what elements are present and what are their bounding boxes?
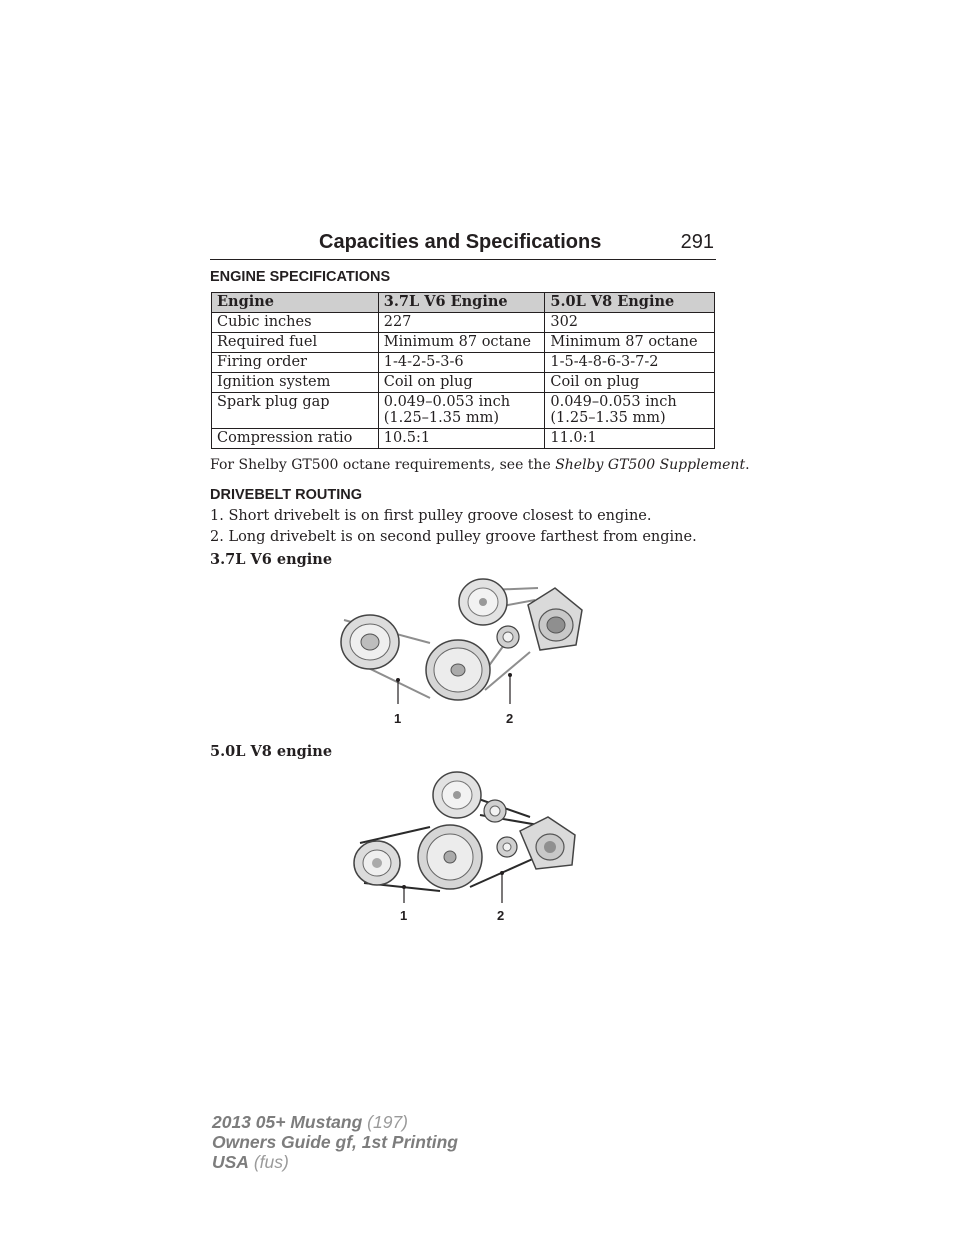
table-cell: 0.049–0.053 inch (1.25–1.35 mm) — [378, 393, 545, 429]
table-cell: 227 — [378, 313, 545, 333]
tensioner-icon — [528, 588, 582, 650]
engine-specifications-table — [211, 292, 715, 449]
callout-1: 1 — [394, 711, 402, 726]
v6-drivebelt-diagram — [330, 570, 600, 730]
engine-specifications-heading: ENGINE SPECIFICATIONS — [210, 269, 391, 285]
crank-pulley-icon — [341, 615, 399, 669]
shelby-note-period: . — [745, 457, 750, 473]
table-row — [212, 373, 715, 393]
table-cell: Firing order — [212, 353, 379, 373]
footer-guide: Owners Guide gf, 1st Printing — [212, 1132, 458, 1152]
top-pulley-icon — [459, 579, 507, 625]
footer-line-1 — [212, 1112, 458, 1132]
lower-pulley-icon — [426, 640, 490, 700]
v6-engine-label: 3.7L V6 engine — [210, 551, 333, 568]
idler-pulley-icon — [497, 626, 519, 648]
table-row — [212, 429, 715, 449]
table-cell: Minimum 87 octane — [378, 333, 545, 353]
footer-line-2 — [212, 1132, 458, 1152]
lower-pulley-icon — [418, 825, 482, 889]
drivebelt-routing-heading: DRIVEBELT ROUTING — [210, 487, 362, 503]
table-cell: 10.5:1 — [378, 429, 545, 449]
footer-market: USA — [212, 1152, 249, 1172]
idler-pulley-icon — [484, 800, 506, 822]
table-cell: Required fuel — [212, 333, 379, 353]
drivebelt-item-2: 2. Long drivebelt is on second pulley groove farthest from engine. — [210, 529, 697, 545]
page-header — [210, 229, 716, 260]
v8-engine-label: 5.0L V8 engine — [210, 743, 333, 760]
page-title: Capacities and Specifications — [319, 231, 602, 253]
table-cell: Coil on plug — [378, 373, 545, 393]
crank-pulley-icon — [354, 841, 400, 885]
table-row — [212, 353, 715, 373]
table-cell: Cubic inches — [212, 313, 379, 333]
table-header-row — [212, 293, 715, 313]
v8-drivebelt-diagram — [340, 765, 590, 925]
table-cell: Minimum 87 octane — [545, 333, 715, 353]
table-cell: 11.0:1 — [545, 429, 715, 449]
shelby-note — [210, 456, 750, 474]
callout-1: 1 — [400, 908, 408, 923]
table-row — [212, 333, 715, 353]
page-footer — [212, 1112, 458, 1172]
column-header-v6: 3.7L V6 Engine — [378, 293, 545, 313]
column-header-v8: 5.0L V8 Engine — [545, 293, 715, 313]
shelby-supplement-reference: Shelby GT500 Supplement — [555, 457, 746, 473]
table-cell: 1-5-4-8-6-3-7-2 — [545, 353, 715, 373]
table-row — [212, 393, 715, 429]
table-cell: Compression ratio — [212, 429, 379, 449]
table-cell: 302 — [545, 313, 715, 333]
table-cell: 0.049–0.053 inch (1.25–1.35 mm) — [545, 393, 715, 429]
table-cell: Spark plug gap — [212, 393, 379, 429]
idler-pulley-icon — [497, 837, 517, 857]
footer-market-code: (fus) — [253, 1152, 289, 1172]
table-cell: 1-4-2-5-3-6 — [378, 353, 545, 373]
footer-line-3 — [212, 1152, 458, 1172]
table-cell: Coil on plug — [545, 373, 715, 393]
footer-model-code: (197) — [367, 1112, 409, 1132]
callout-2: 2 — [506, 711, 514, 726]
shelby-note-text: For Shelby GT500 octane requirements, see the — [210, 457, 556, 473]
page-number: 291 — [680, 231, 714, 253]
drivebelt-item-1: 1. Short drivebelt is on first pulley groove closest to engine. — [210, 508, 652, 524]
table-cell: Ignition system — [212, 373, 379, 393]
callout-2: 2 — [497, 908, 505, 923]
footer-model: 2013 05+ Mustang — [212, 1112, 363, 1132]
column-header-engine: Engine — [212, 293, 379, 313]
top-pulley-icon — [433, 772, 481, 818]
table-row — [212, 313, 715, 333]
